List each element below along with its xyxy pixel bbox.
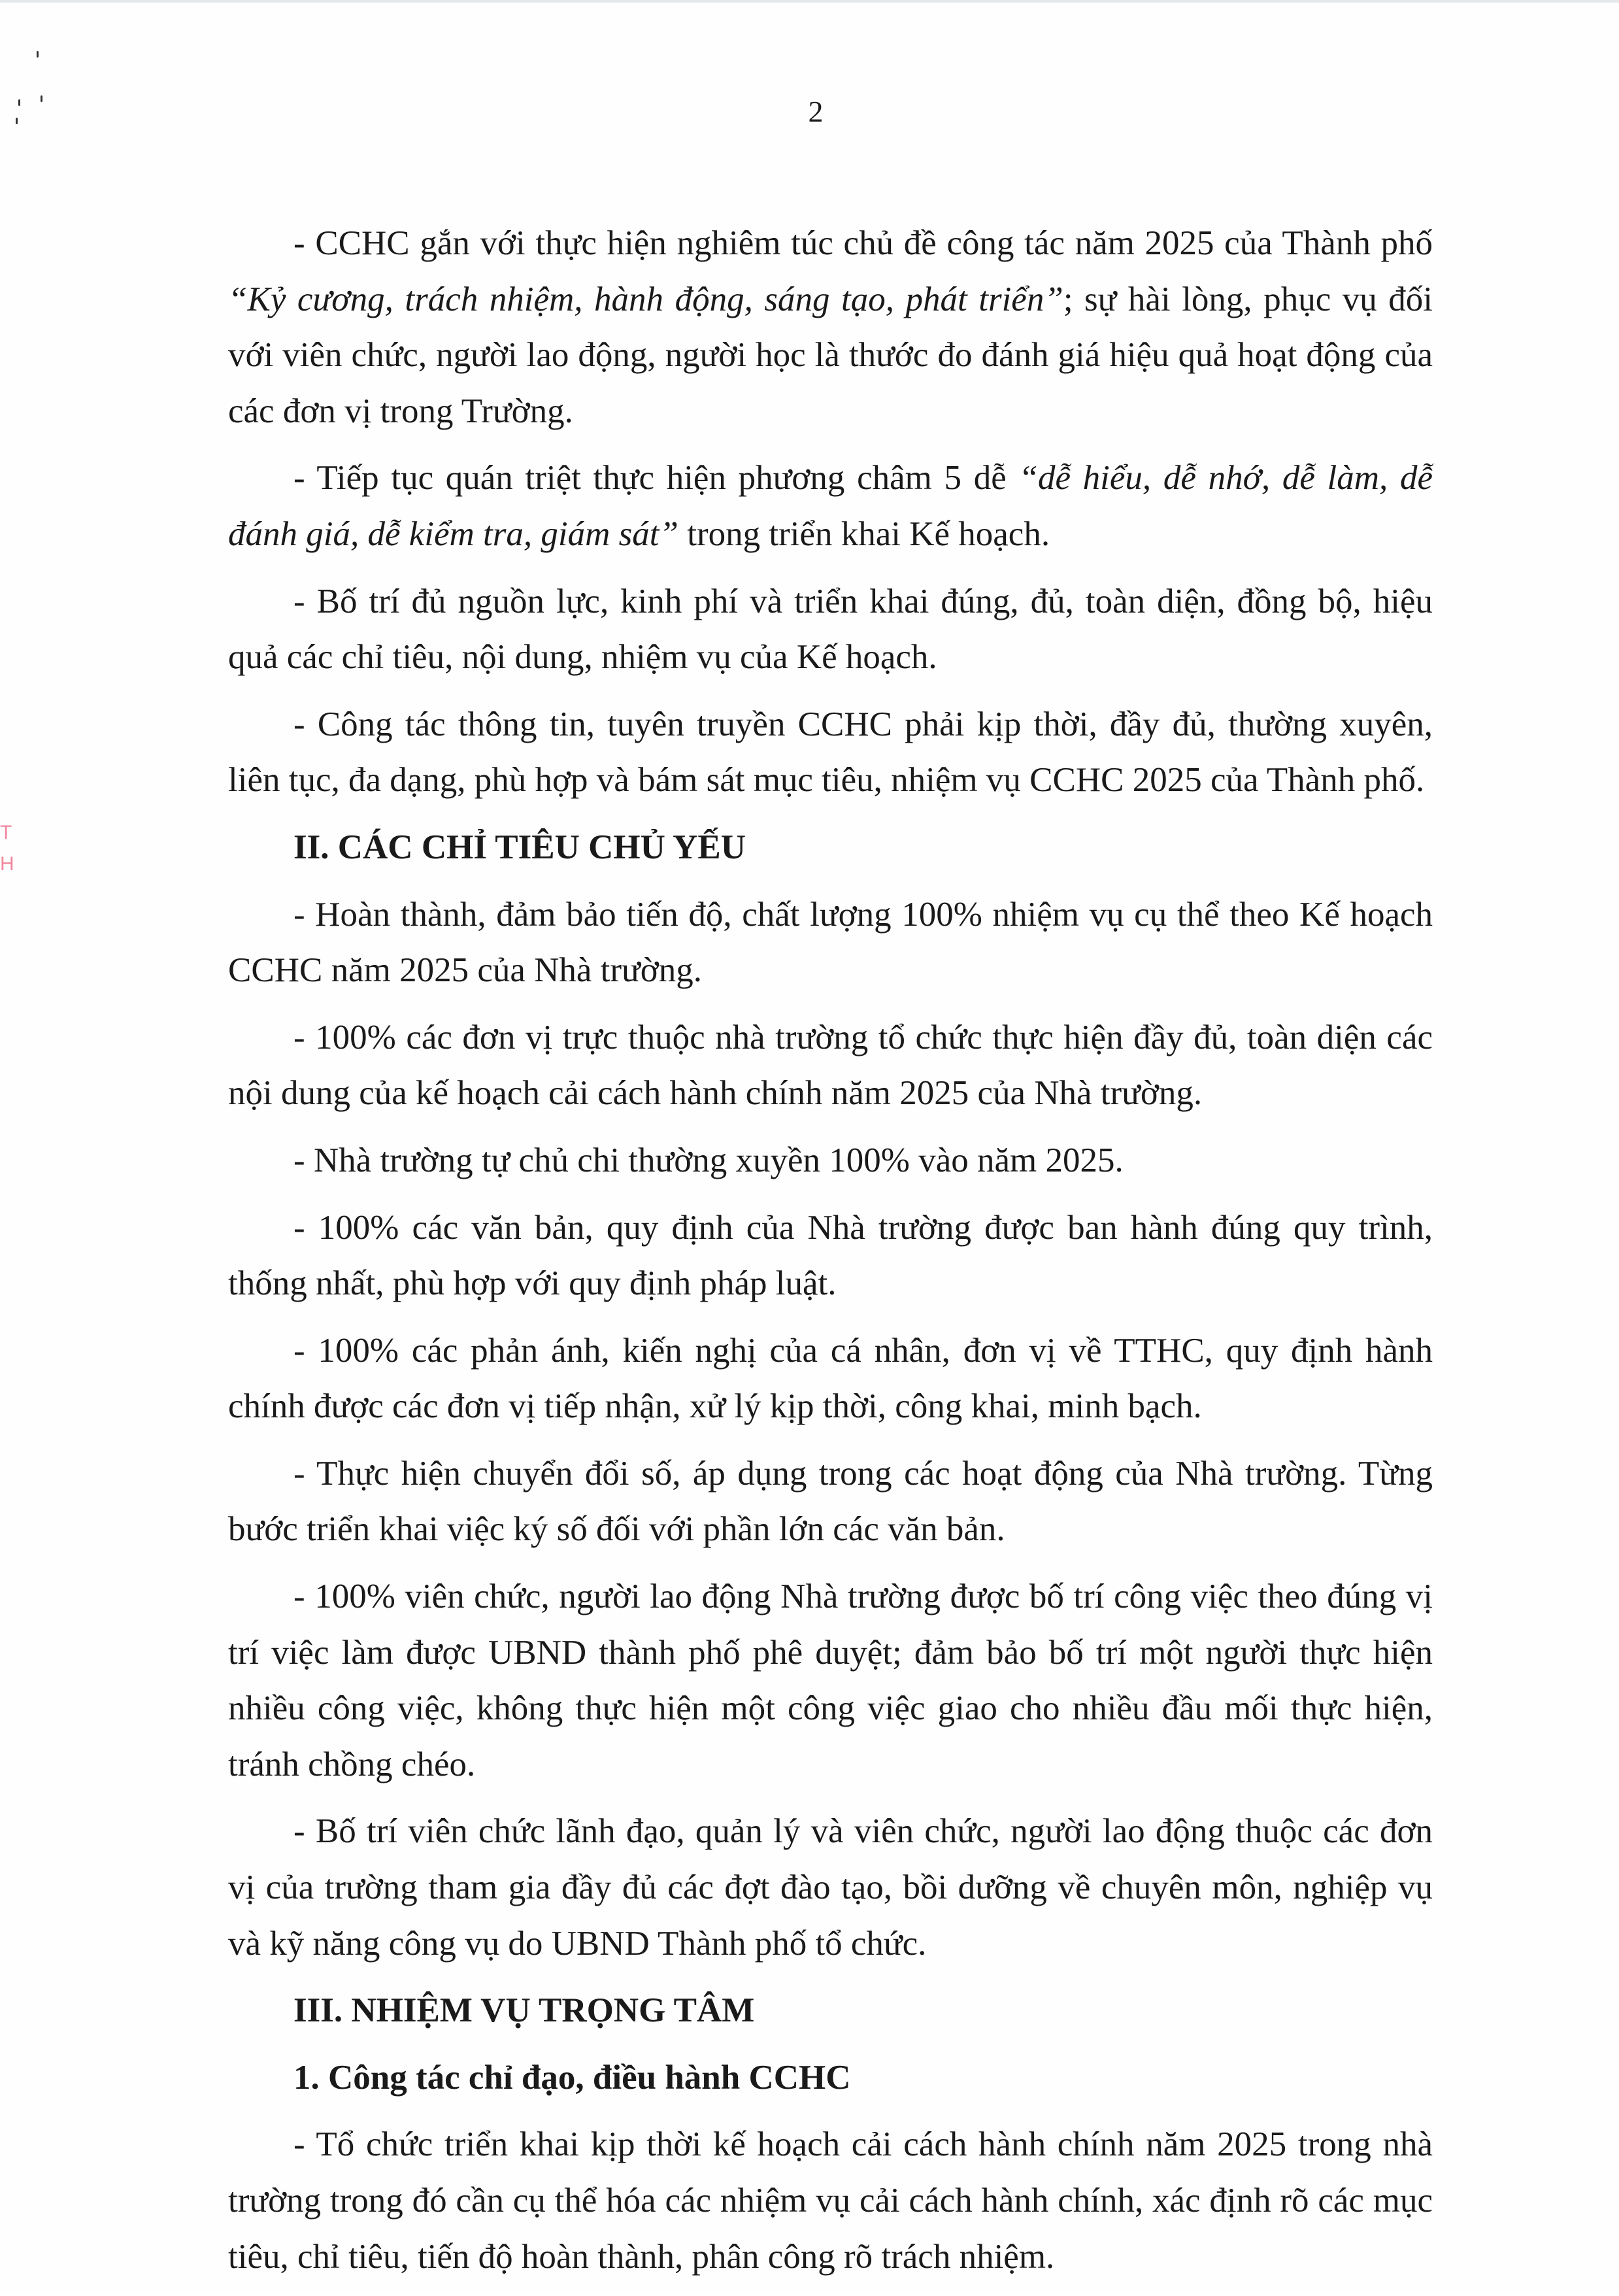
paragraph-text: trong triển khai Kế hoạch. xyxy=(678,515,1050,553)
section-heading: II. CÁC CHỈ TIÊU CHỦ YẾU xyxy=(293,828,746,866)
body-paragraph xyxy=(228,1804,1433,1983)
paragraph-text: - Thực hiện chuyển đổi số, áp dụng trong các hoạt động của Nhà trường. Từng bước triển khai việc ký số đối với phần lớn các văn bản. xyxy=(228,1454,1433,1549)
paragraph-text: - Bố trí đủ nguồn lực, kinh phí và triển khai đúng, đủ, toàn diện, đồng bộ, hiệu quả các chỉ tiêu, nội dung, nhiệm vụ của Kế hoạch. xyxy=(228,582,1433,677)
document-body xyxy=(228,216,1433,2296)
body-paragraph xyxy=(228,1446,1433,1569)
paragraph-text: - 100% viên chức, người lao động Nhà trường được bố trí công việc theo đúng vị trí việc làm được UBND thành phố phê duyệt; đảm bảo bố trí một người thực hiện nhiều công việc, không thực hiện một công việc giao cho nhiều đầu mối thực hiện, tránh chồng chéo. xyxy=(228,1578,1433,1783)
body-paragraph xyxy=(228,216,1433,450)
body-paragraph xyxy=(228,697,1433,820)
body-paragraph xyxy=(228,2117,1433,2296)
paragraph-text: - Công tác thông tin, tuyên truyền CCHC phải kịp thời, đầy đủ, thường xuyên, liên tục, đa dạng, phù hợp và bám sát mục tiêu, nhiệm vụ CCHC 2025 của Thành phố. xyxy=(228,705,1433,800)
body-paragraph xyxy=(228,574,1433,697)
paragraph-text: - Hoàn thành, đảm bảo tiến độ, chất lượng 100% nhiệm vụ cụ thể theo Kế hoạch CCHC năm 2025 của Nhà trường. xyxy=(228,895,1433,990)
body-paragraph xyxy=(228,1569,1433,1804)
paragraph-text: - 100% các đơn vị trực thuộc nhà trường tổ chức thực hiện đầy đủ, toàn diện các nội dung của kế hoạch cải cách hành chính năm 2025 của Nhà trường. xyxy=(228,1018,1433,1113)
body-paragraph xyxy=(228,1323,1433,1446)
paragraph-text: - 100% các phản ánh, kiến nghị của cá nhân, đơn vị về TTHC, quy định hành chính được các đơn vị tiếp nhận, xử lý kịp thời, công khai, minh bạch. xyxy=(228,1331,1433,1426)
stamp-letter: H xyxy=(0,853,14,875)
page-number: 2 xyxy=(808,95,824,128)
paragraph-text: - Tiếp tục quán triệt thực hiện phương châm 5 dễ xyxy=(293,459,1019,498)
italic-quote: “Kỷ cương, trách nhiệm, hành động, sáng tạo, phát triển” xyxy=(228,280,1063,318)
body-paragraph xyxy=(228,450,1433,573)
italic-quote: “dễ hiểu, dễ nhớ, dễ làm, dễ đánh giá, dễ kiểm tra, giám sát” xyxy=(228,459,1433,553)
paragraph-text: ; sự hài lòng, phục vụ đối với viên chức, người lao động, người học là thước đo đánh giá hiệu quả hoạt động của các đơn vị trong Trường. xyxy=(228,280,1433,430)
body-paragraph xyxy=(228,1133,1433,1200)
body-paragraph xyxy=(228,1200,1433,1323)
stamp-letter: T xyxy=(0,822,12,843)
body-paragraph xyxy=(228,887,1433,1010)
paragraph-text: - 100% các văn bản, quy định của Nhà trường được ban hành đúng quy trình, thống nhất, phù hợp với quy định pháp luật. xyxy=(228,1208,1433,1303)
paragraph-text: - Tổ chức triển khai kịp thời kế hoạch cải cách hành chính năm 2025 trong nhà trường trong đó cần cụ thể hóa các nhiệm vụ cải cách hành chính, xác định rõ các mục tiêu, chỉ tiêu, tiến độ hoàn thành, phân công rõ trách nhiệm. xyxy=(228,2125,1433,2276)
section-heading: III. NHIỆM VỤ TRỌNG TÂM xyxy=(293,1991,755,2030)
red-stamp-fragment xyxy=(0,745,26,896)
paragraph-text: - CCHC gắn với thực hiện nghiêm túc chủ đề công tác năm 2025 của Thành phố xyxy=(293,224,1433,262)
scan-top-edge xyxy=(0,0,1619,3)
paragraph-text: - Nhà trường tự chủ chi thường xuyền 100% vào năm 2025. xyxy=(293,1141,1124,1179)
section-heading: 1. Công tác chỉ đạo, điều hành CCHC xyxy=(293,2058,851,2097)
body-paragraph xyxy=(228,1010,1433,1133)
paragraph-text: - Bố trí viên chức lãnh đạo, quản lý và viên chức, người lao động thuộc các đơn vị của trường tham gia đầy đủ các đợt đào tạo, bồi dưỡng về chuyên môn, nghiệp vụ và kỹ năng công vụ do UBND Thành phố tổ chức. xyxy=(228,1812,1433,1963)
